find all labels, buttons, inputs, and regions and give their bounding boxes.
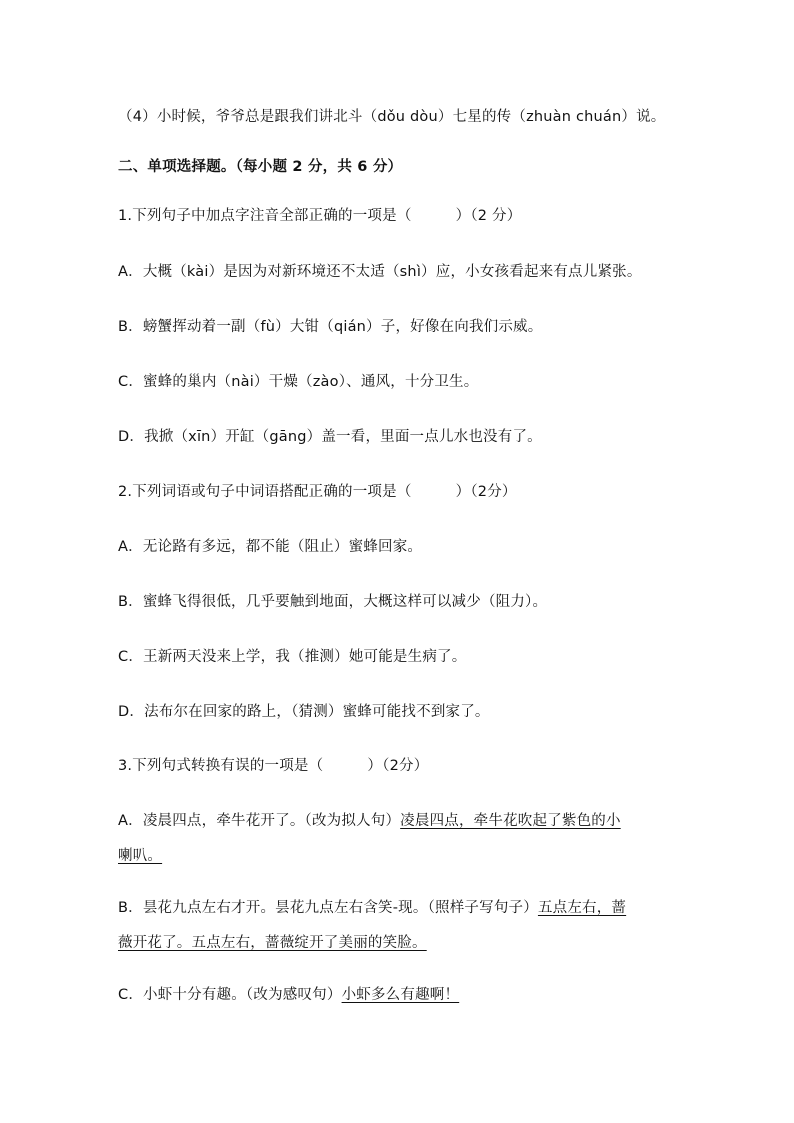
question-1-option-a: A．大概（kài）是因为对新环境还不太适（shì）应，小女孩看起来有点儿紧张。 [118,264,642,280]
question-1-option-c: C．蜜蜂的巢内（nài）干燥（zào）、通风，十分卫生。 [118,374,479,390]
option-a-answer: 凌晨四点，牵牛花吹起了紫色的小 [400,813,621,829]
question-3-option-a-continued [118,846,688,866]
question-1-option-b: B．螃蟹挥动着一副（fù）大钳（qián）子，好像在向我们示威。 [118,319,543,335]
option-b-prefix: B．昙花九点左右才开。昙花九点左右含笑-现。（照样子写句子） [118,900,538,916]
option-c-prefix: C．小虾十分有趣。（改为感叹句） [118,987,342,1003]
option-a-prefix: A．凌晨四点，牵牛花开了。（改为拟人句） [118,813,401,829]
question-1-option-d: D．我掀（xīn）开缸（gāng）盖一看，里面一点儿水也没有了。 [118,429,542,445]
question-2-option-a: A．无论路有多远，都不能（阻止）蜜蜂回家。 [118,539,423,555]
option-a-answer-continued: 喇叭。 [118,848,163,864]
question-3-option-b-continued [118,933,688,953]
question-3-stem: 3.下列句式转换有误的一项是（ ）（2分） [118,758,429,774]
question-2-option-d: D．法布尔在回家的路上，（猜测）蜜蜂可能找不到家了。 [118,704,490,720]
question-3-option-b [118,898,688,918]
question-2-option-b: B．蜜蜂飞得很低，几乎要触到地面，大概这样可以减少（阻力）。 [118,594,548,610]
question-1-stem: 1.下列句子中加点字注音全部正确的一项是（ ）（2 分） [118,208,522,224]
question-2-option-c: C．王新两天没来上学，我（推测）她可能是生病了。 [118,649,467,665]
question-4-text: （4）小时候，爷爷总是跟我们讲北斗（dǒu dòu）七星的传（zhuàn chuán）说。 [118,109,666,125]
option-c-answer: 小虾多么有趣啊！ [341,987,460,1003]
option-b-answer-continued: 薇开花了。五点左右，蔷薇绽开了美丽的笑脸。 [118,935,427,951]
question-2-stem: 2.下列词语或句子中词语搭配正确的一项是（ ）（2分） [118,484,517,500]
question-3-option-a [118,811,688,831]
section-heading: 二、单项选择题。（每小题 2 分，共 6 分） [118,159,403,175]
option-b-answer: 五点左右，蔷 [537,900,627,916]
question-3-option-c [118,985,688,1005]
